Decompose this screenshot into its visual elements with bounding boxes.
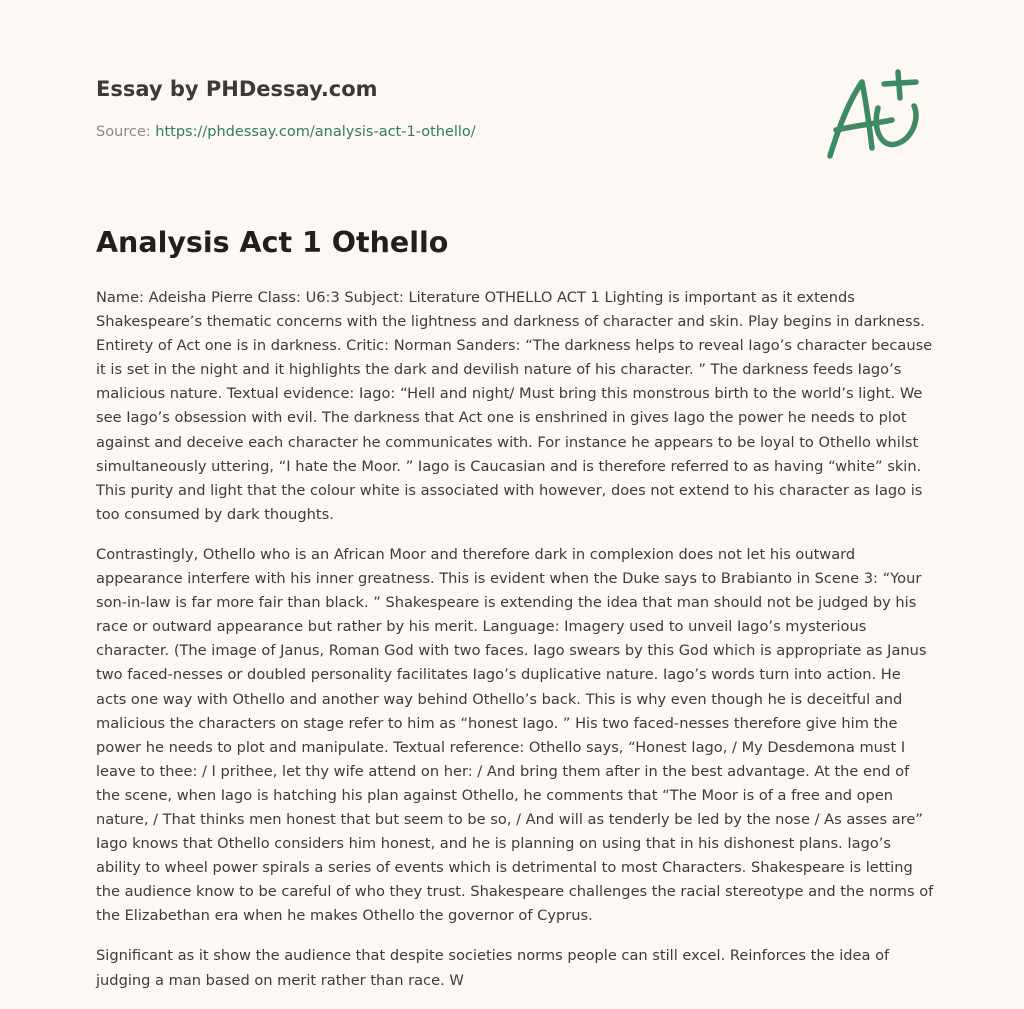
logo-a-left-stroke	[830, 82, 862, 156]
logo-a-right-stroke	[862, 82, 872, 148]
source-label: Source:	[96, 124, 156, 140]
article-body	[96, 286, 934, 1009]
paragraph: Significant as it show the audience that despite societies norms people can still excel. Reinforces the idea of judging a man based on merit rather than race. W	[96, 947, 890, 989]
logo-swoosh	[876, 106, 916, 145]
paragraph: Contrastingly, Othello who is an African Moor and therefore dark in complexion does not let his outward appearance interfere with his inner greatness. This is evident when the Duke says to Brabianto in Scene 3: “Your son-in-law is far more fair than black. ” Shakespeare is extending the idea that man should not be judged by his race or outward appearance but rather by his merit. Language: Imagery used to unveil Iago’s mysterious character. (The image of Janus, Roman God with two faces. Iago swears by this God which is appropriate as Janus two faced-nesses or doubled personality facilitates Iago’s duplicative nature. Iago’s words turn into action. He acts one way with Othello and another way behind Othello’s back. This is why even though he is deceitful and malicious the characters on stage refer to him as “honest Iago. ” His two faced-nesses therefore give him the power he needs to plot and manipulate. Textual reference: Othello says, “Honest Iago, / My Desdemona must I leave to thee: / I prithee, let thy wife attend on her: / And bring them after in the best advantage. At the end of the scene, when Iago is hatching his plan against Othello, he comments that “The Moor is of a free and open nature, / That thinks men honest that but seem to be so, / And will as tenderly be led by the nose / As asses are” Iago knows that Othello considers him honest, and he is planning on using that in his dishonest plans. Iago’s ability to wheel power spirals a series of events which is detrimental to most Characters. Shakespeare is letting the audience know to be careful of who they trust. Shakespeare challenges the racial stereotype and the norms of the Elizabethan era when he makes Othello the governor of Cyprus.	[96, 545, 934, 925]
page-title: Analysis Act 1 Othello	[96, 226, 449, 259]
source-link[interactable]: https://phdessay.com/analysis-act-1-othello/	[155, 124, 476, 140]
site-brand: Essay by PHDessay.com	[96, 77, 378, 101]
logo-plus-horizontal	[884, 82, 916, 84]
a-plus-logo-icon	[822, 68, 932, 164]
source-line	[96, 124, 476, 140]
paragraph: Name: Adeisha Pierre Class: U6:3 Subject: Literature OTHELLO ACT 1 Lighting is important as it extends Shakespeare’s thematic concerns with the lightness and darkness of character and skin. Play begins in darkness. Entirety of Act one is in darkness. Critic: Norman Sanders: “The darkness helps to reveal Iago’s character because it is set in the night and it highlights the dark and devilish nature of his character. ” The darkness feeds Iago’s malicious nature. Textual evidence: Iago: “Hell and night/ Must bring this monstrous birth to the world’s light. We see Iago’s obsession with evil. The darkness that Act one is enshrined in gives Iago the power he needs to plot against and deceive each character he communicates with. For instance he appears to be loyal to Othello whilst simultaneously uttering, “I hate the Moor. ” Iago is Caucasian and is therefore referred to as having “white” skin. This purity and light that the colour white is associated with however, does not extend to his character as Iago is too consumed by dark thoughts.	[96, 289, 933, 523]
